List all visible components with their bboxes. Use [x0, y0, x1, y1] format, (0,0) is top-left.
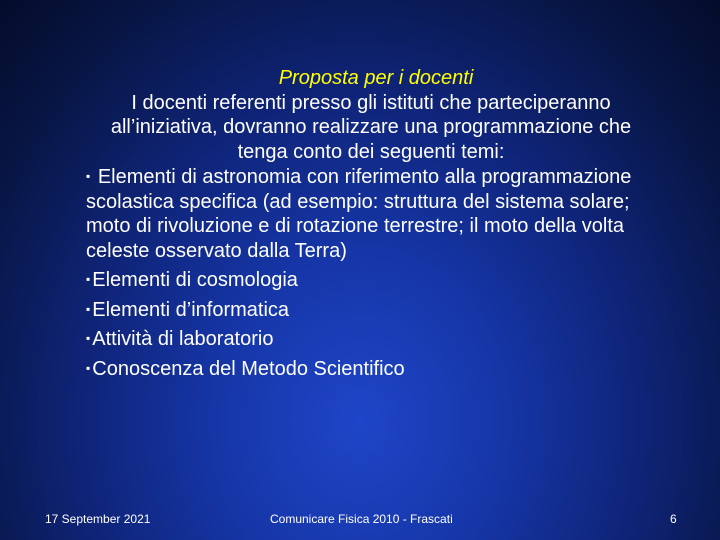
bullet-icon: ▪ [86, 272, 91, 286]
bullet-icon: ▪ [86, 301, 91, 316]
intro-paragraph: I docenti referenti presso gli istituti che parteciperanno all’iniziativa, dovranno realizzare una programmazione che tenga conto dei seguenti temi: [110, 91, 632, 163]
bullet-icon: ▪ [86, 331, 91, 345]
footer-date: 17 September 2021 [45, 512, 151, 526]
bullet-icon: ▪ [86, 360, 91, 375]
slide-title: Proposta per i docenti [278, 67, 474, 89]
topic-item-cosmology [86, 267, 656, 293]
topic-text: Elementi d’informatica [92, 298, 290, 321]
topic-item-informatics [86, 297, 656, 323]
topic-text: Elementi di cosmologia [92, 269, 298, 291]
topic-item-laboratory [86, 326, 656, 352]
slide-body [86, 66, 656, 381]
topic-text: Attività di laboratorio [92, 328, 274, 350]
bullet-icon: ▪ [86, 169, 91, 183]
topic-item-scientific-method [86, 356, 656, 382]
page-number: 6 [670, 512, 677, 526]
topic-text: Elementi di astronomia con riferimento alla programmazione scolastica specifica (ad esempio: struttura del sistema solare; moto di rivoluzione e di rotazione terrestre; il moto della volta celeste osservato dalla Terra) [86, 166, 632, 262]
footer-title: Comunicare Fisica 2010 - Frascati [270, 512, 453, 526]
topic-text: Conoscenza del Metodo Scientifico [92, 357, 405, 380]
topic-item-astronomy [86, 164, 656, 263]
